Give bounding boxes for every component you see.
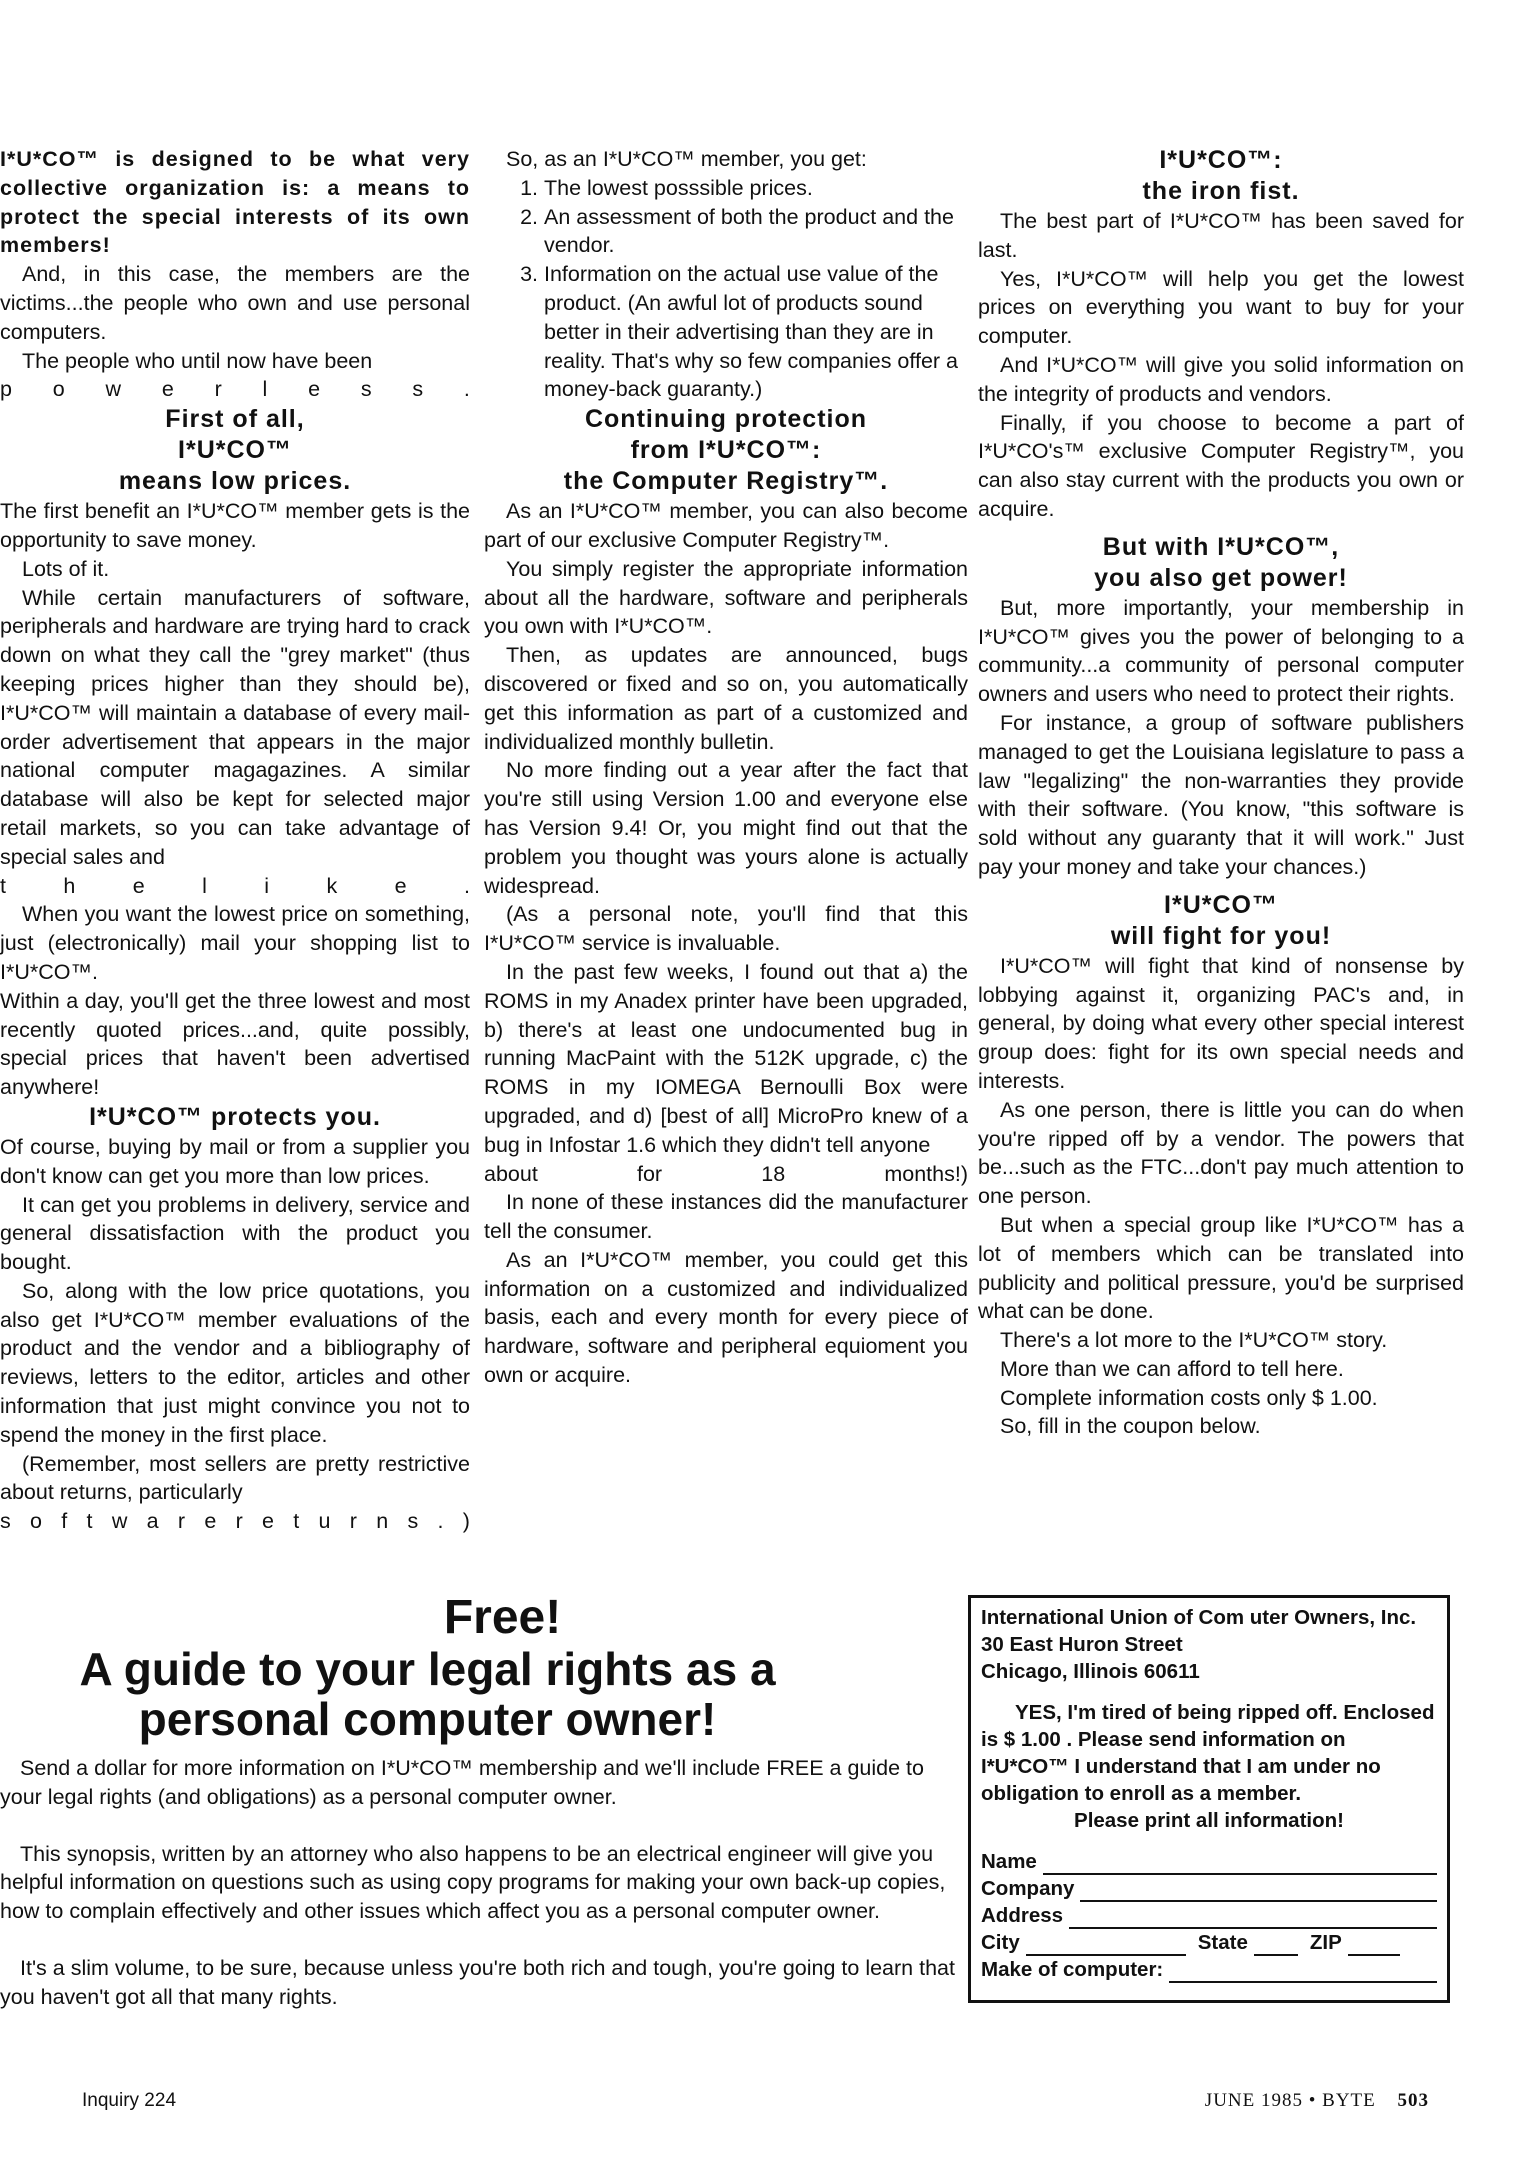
company-input-line[interactable] [1080,1882,1437,1902]
zip-label: ZIP [1309,1931,1342,1954]
spaced-text: s o f t w a r e r e t u r n s . ) [0,1509,470,1534]
city-input-line[interactable] [1026,1936,1186,1956]
paragraph: You simply register the appropriate information about all the hardware, software and peripherals you own with I*U*CO™. [484,556,968,639]
computer-make-input-line[interactable] [1169,1963,1437,1983]
paragraph: Then, as updates are announced, bugs discovered or fixed and so on, you automatically get this information as part of a customized and individualized monthly bulletin. [484,643,968,754]
paragraph: As an I*U*CO™ member, you could get this information on a customized and individualized basis, each and every month for every piece of hardware, software and peripheral equioment you own or acquire. [484,1247,968,1388]
coupon-address-line: International Union of Com uter Owners, Inc. [981,1606,1417,1629]
state-label: State [1197,1931,1248,1954]
page-number: 503 [1397,2090,1429,2111]
paragraph: But, more importantly, your membership in I*U*CO™ gives you the power of belonging to a community...a community of personal computer owners and users who need to protect their rights. [978,595,1464,707]
paragraph: I*U*CO™ will fight that kind of nonsense by lobbying against it, organizing PAC's and, in general, by doing what every other special interest group does: fight for its own special needs and interests. [978,953,1464,1093]
article-column-3 [978,145,1464,1441]
section-heading: from I*U*CO™: [630,436,822,465]
section-heading: First of all, [165,405,305,434]
paragraph: And, in this case, the members are the victims...the people who own and use personal computers. [0,262,470,344]
state-input-line[interactable] [1254,1936,1298,1956]
section-heading: the Computer Registry™. [563,467,889,496]
paragraph: No more finding out a year after the fact that you're still using Version 1.00 and everyone else has Version 9.4! Or, you might find out that the problem you thought was yours alone is actually widespread. [484,758,968,898]
name-field[interactable] [981,1848,1437,1875]
order-coupon [968,1595,1450,2003]
list-item: 2. An assessment of both the product and the vendor. [544,203,968,261]
free-guide-ad [0,1592,965,2012]
intro-paragraph: I*U*CO™ is designed to be what very collective organization is: a means to protect the special interests of its own members! [0,147,470,258]
list-item: 1. The lowest posssible prices. [544,174,968,203]
issue-label: JUNE 1985 • BYTE [1204,2090,1376,2111]
section-heading: I*U*CO™: [1159,146,1283,174]
computer-make-field[interactable] [981,1956,1437,1983]
ad-paragraph: This synopsis, written by an attorney who also happens to be an electrical engineer will give you helpful information on questions such as using copy programs for making your own back-up copies, how to complain effectively and other issues which affect you as a personal computer owner. [0,1841,946,1924]
section-heading: you also get power! [1094,563,1348,592]
paragraph: (As a personal note, you'll find that this I*U*CO™ service is invaluable. [484,902,968,956]
section-heading: means low prices. [118,467,352,496]
paragraph: More than we can afford to tell here. [1000,1356,1344,1381]
coupon-address-line: Chicago, Illinois 60611 [981,1660,1200,1683]
paragraph: There's a lot more to the I*U*CO™ story. [1000,1328,1388,1353]
zip-input-line[interactable] [1348,1936,1400,1956]
company-field[interactable] [981,1875,1437,1902]
paragraph: And I*U*CO™ will give you solid information on the integrity of products and vendors. [978,352,1464,406]
paragraph: For instance, a group of software publishers managed to get the Louisiana legislature to pass a law "legalizing" the non-warranties they provide with their software. (You know, "this software is sold without any guaranty that it will work." Just pay your money and take your chances.) [978,710,1464,879]
inquiry-number: Inquiry 224 [82,2090,177,2111]
section-heading: I*U*CO™ [178,436,292,465]
address-field[interactable] [981,1902,1437,1929]
address-input-line[interactable] [1069,1909,1437,1929]
paragraph: Lots of it. [22,556,110,581]
section-heading: I*U*CO™ protects you. [89,1102,381,1131]
ad-headline-free: Free! [443,1591,562,1644]
paragraph: As one person, there is little you can do when you're ripped off by a vendor. The powers that be...such as the FTC...don't pay much attention to one person. [978,1097,1464,1209]
name-label: Name [981,1850,1037,1873]
benefits-list [484,174,968,404]
paragraph: When you want the lowest price on something, just (electronically) mail your shopping list to I*U*CO™. [0,902,470,984]
paragraph: Complete information costs only $ 1.00. [1000,1385,1378,1410]
paragraph: In none of these instances did the manufacturer tell the consumer. [484,1190,968,1244]
section-heading: Continuing protection [584,405,868,434]
section-heading: will fight for you! [1110,921,1332,950]
coupon-body: YES, I'm tired of being ripped off. Enclosed is $ 1.00 . Please send information on I*U*CO™ I understand that I am under no obligation to enroll as a member. [981,1701,1435,1805]
city-label: City [981,1931,1020,1954]
ad-paragraph: Send a dollar for more information on I*U*CO™ membership and we'll include FREE a guide to your legal rights (and obligations) as a personal computer owner. [0,1756,924,1809]
section-heading: But with I*U*CO™, [1102,532,1340,561]
paragraph: So, as an I*U*CO™ member, you get: [506,147,867,171]
name-input-line[interactable] [1043,1855,1437,1875]
coupon-instruction: Please print all information! [1074,1809,1344,1832]
computer-make-label: Make of computer: [981,1958,1164,1981]
paragraph: So, fill in the coupon below. [1000,1414,1261,1439]
paragraph: Finally, if you choose to become a part of I*U*CO's™ exclusive Computer Registry™, you can also stay current with the products you own or acquire. [978,410,1464,521]
paragraph: While certain manufacturers of software, peripherals and hardware are trying hard to crack down on what they call the "grey market" (thus keeping prices higher than they should be), I*U*CO™ will maintain a database of every mail-order advertisement that appears in the major national computer magagazines. A similar database will also be kept for selected major retail markets, so you can take advantage of special sales and [0,585,470,869]
paragraph: As an I*U*CO™ member, you can also become part of our exclusive Computer Registry™. [484,499,968,552]
paragraph: Yes, I*U*CO™ will help you get the lowest prices on everything you want to buy for your computer. [978,266,1464,349]
article-column-1 [0,145,470,1536]
page-footer [1205,2090,1429,2112]
paragraph: The first benefit an I*U*CO™ member gets is the opportunity to save money. [0,499,470,552]
paragraph: Of course, buying by mail or from a supplier you don't know can get you more than low prices. [0,1134,470,1188]
section-heading: I*U*CO™ [1164,890,1278,919]
paragraph: (Remember, most sellers are pretty restrictive about returns, particularly [0,1451,470,1505]
coupon-address-line: 30 East Huron Street [981,1633,1183,1656]
paragraph: But when a special group like I*U*CO™ has a lot of members which can be translated into publicity and political pressure, you'd be surprised what can be done. [978,1212,1464,1324]
paragraph: Within a day, you'll get the three lowest and most recently quoted prices...and, quite possibly, special prices that haven't been advertised anywhere! [0,988,470,1100]
paragraph: It can get you problems in delivery, service and general dissatisfaction with the product you bought. [0,1192,470,1275]
city-state-zip-field[interactable] [981,1929,1437,1956]
company-label: Company [981,1877,1075,1900]
address-label: Address [981,1904,1064,1927]
paragraph: The best part of I*U*CO™ has been saved for last. [978,209,1464,262]
paragraph: So, along with the low price quotations, you also get I*U*CO™ member evaluations of the product and the vendor and a bibliography of reviews, letters to the editor, articles and other information that just might convince you not to spend the money in the first place. [0,1278,470,1447]
list-item: 3. Information on the actual use value of the product. (An awful lot of products sound better in their advertising than they are in reality. That's why so few companies offer a money-back guaranty.) [544,260,968,404]
spaced-text: t h e l i k e . [0,873,470,898]
spaced-text: p o w e r l e s s . [0,377,470,402]
spaced-text: about for 18 months!) [484,1161,968,1186]
article-column-2 [484,145,968,1390]
paragraph: In the past few weeks, I found out that a) the ROMS in my Anadex printer have been upgraded, b) there's at least one undocumented bug in running MacPaint with the 512K upgrade, c) the ROMS in my IOMEGA Bernoulli Box were upgraded, and d) [best of all] MicroPro knew of a bug in Infostar 1.6 which they didn't tell anyone [484,959,968,1157]
section-heading: the iron fist. [1142,177,1300,205]
paragraph: The people who until now have been [22,348,373,373]
ad-headline: A guide to your legal rights as a personal computer owner! [79,1643,776,1745]
ad-paragraph: It's a slim volume, to be sure, because unless you're both rich and tough, you're going to learn that you haven't got all that many rights. [0,1955,955,2009]
